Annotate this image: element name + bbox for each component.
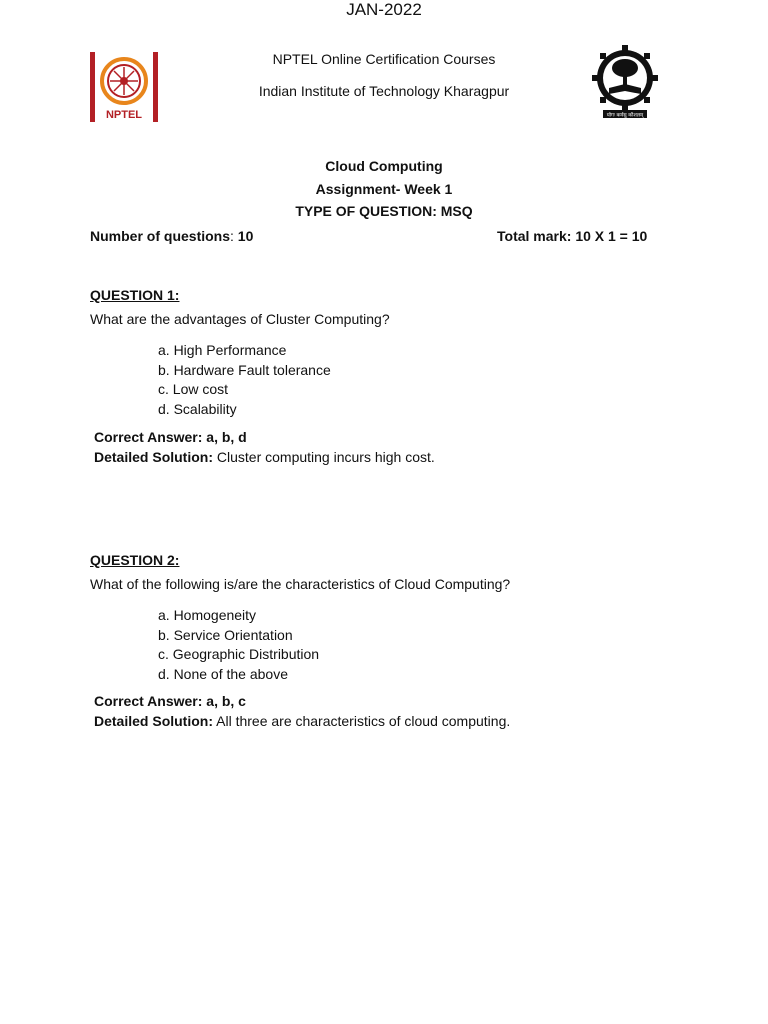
number-of-questions: Number of questions: 10 — [90, 228, 254, 244]
org-line-1: NPTEL Online Certification Courses — [272, 51, 496, 67]
option-a: a. High Performance — [158, 342, 287, 358]
option-b: b. Service Orientation — [158, 626, 293, 643]
total-mark: Total mark: 10 X 1 = 10 — [497, 228, 648, 244]
option-b: b. Hardware Fault tolerance — [158, 361, 331, 378]
question-type: TYPE OF QUESTION: MSQ — [295, 203, 473, 219]
detailed-solution: Detailed Solution: Cluster computing incurs high cost. — [94, 448, 435, 465]
question-1-options — [158, 341, 331, 419]
question-1-text: What are the advantages of Cluster Computing? — [90, 311, 390, 327]
question-2-heading: QUESTION 2: — [90, 552, 180, 568]
nptel-logo-text: NPTEL — [105, 109, 143, 121]
org-line-2: Indian Institute of Technology Kharagpur — [258, 83, 510, 99]
option-d: d. Scalability — [158, 400, 237, 417]
iit-kharagpur-logo — [591, 44, 659, 120]
detailed-solution: Detailed Solution: All three are characteristics of cloud computing. — [94, 712, 511, 729]
question-1-heading: QUESTION 1: — [90, 287, 180, 303]
assignment-title: Assignment- Week 1 — [315, 181, 453, 197]
document-date: JAN-2022 — [346, 0, 422, 19]
correct-answer: Correct Answer: a, b, c — [94, 693, 246, 709]
question-2-options — [158, 606, 319, 684]
option-a: a. Homogeneity — [158, 607, 257, 623]
option-d: d. None of the above — [158, 665, 288, 682]
option-c: c. Low cost — [158, 381, 229, 397]
iit-logo-motto: योगः कर्मसु कौशलम् — [606, 112, 644, 119]
option-c: c. Geographic Distribution — [158, 646, 320, 662]
question-2-text: What of the following is/are the characteristics of Cloud Computing? — [90, 576, 511, 592]
question-1-answer-block — [94, 428, 435, 467]
question-2-answer-block — [94, 692, 510, 731]
course-title: Cloud Computing — [325, 158, 443, 174]
correct-answer: Correct Answer: a, b, d — [94, 429, 247, 445]
